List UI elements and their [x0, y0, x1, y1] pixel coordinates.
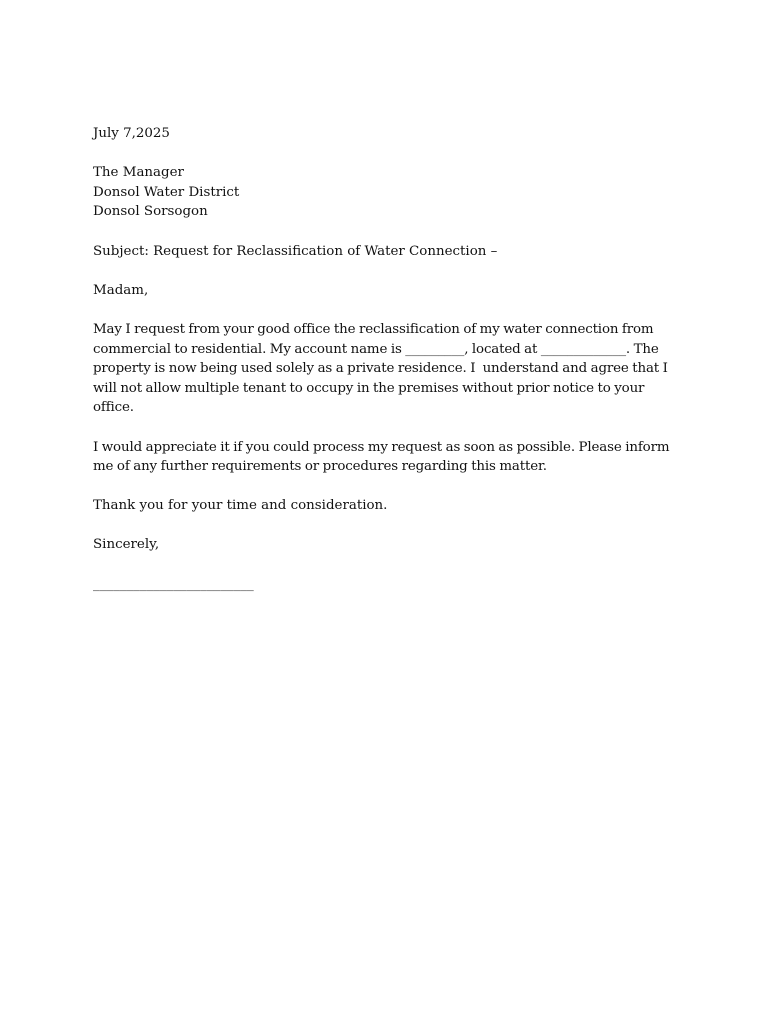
recipient-title: The Manager — [93, 165, 184, 181]
recipient-address — [93, 163, 673, 222]
body-paragraph-request: May I request from your good office the reclassification of my water connection from commercial to residential. My account name is _________, located at _____________. The property is now being used solely as a private residence. I understand and agree that I will not allow multiple tenant to occupy in the premises without prior notice to your office. — [93, 321, 672, 416]
letter-date: July 7,2025 — [93, 126, 170, 141]
recipient-organization: Donsol Water District — [93, 184, 240, 200]
recipient-location: Donsol Sorsogon — [93, 204, 208, 220]
letter-subject: Subject: Request for Reclassification of Water Connection – — [93, 243, 498, 259]
body-paragraph-thanks: Thank you for your time and consideration. — [93, 498, 388, 514]
letter-body — [93, 124, 673, 614]
signature-line: ________________________ — [93, 576, 254, 592]
letter-closing: Sincerely, — [93, 537, 160, 553]
letter-salutation: Madam, — [93, 282, 149, 298]
body-paragraph-follow-up: I would appreciate it if you could process my request as soon as possible. Please inform me of any further requirements or procedures regarding this matter. — [93, 439, 673, 475]
